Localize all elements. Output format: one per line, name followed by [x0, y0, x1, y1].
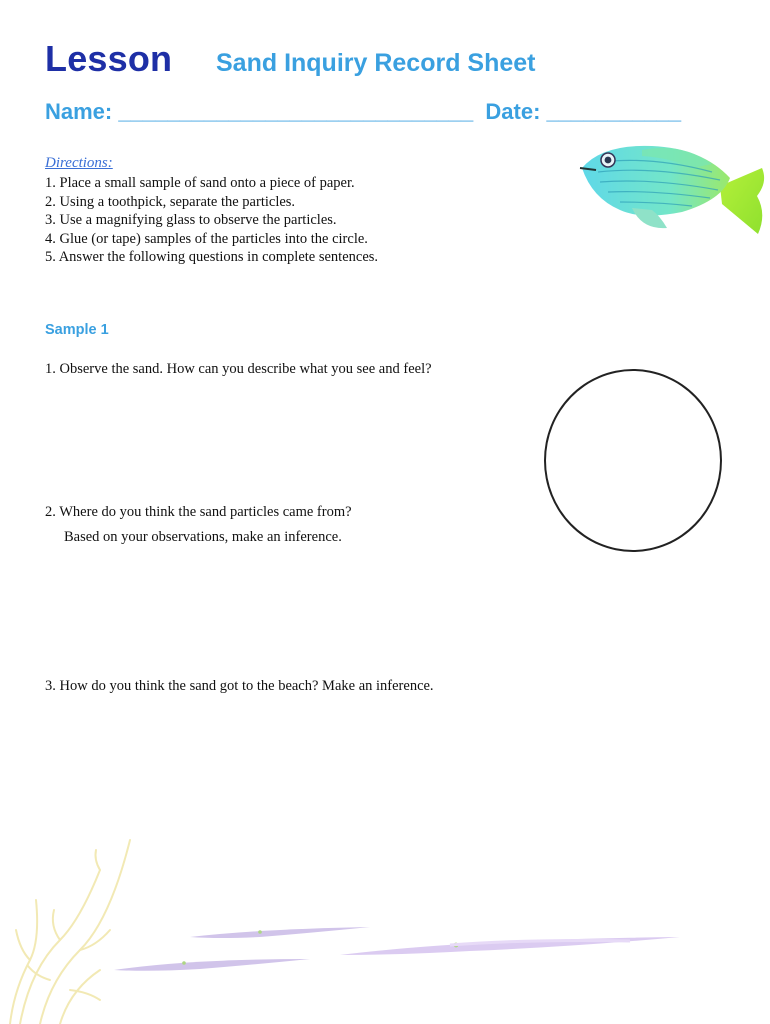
- sample-circle: [544, 369, 722, 552]
- needlefish-decoration: [110, 915, 690, 975]
- question-2: 2. Where do you think the sand particles came from?: [45, 504, 352, 520]
- question-3: 3. How do you think the sand got to the beach? Make an inference.: [45, 678, 434, 694]
- fish-illustration: [572, 138, 770, 238]
- directions-list: [45, 174, 378, 267]
- direction-item: 1. Place a small sample of sand onto a piece of paper.: [45, 175, 355, 191]
- question-2-continued: Based on your observations, make an inference.: [64, 529, 342, 545]
- direction-item: 4. Glue (or tape) samples of the particles into the circle.: [45, 230, 368, 247]
- direction-item: 2. Using a toothpick, separate the particles.: [45, 193, 296, 210]
- direction-item: 3. Use a magnifying glass to observe the particles.: [45, 212, 337, 229]
- page-title: Sand Inquiry Record Sheet: [216, 49, 536, 77]
- name-date-line: Name: _____________________________ Date: ___________: [45, 99, 682, 124]
- question-1: 1. Observe the sand. How can you describe what you see and feel?: [45, 361, 432, 377]
- sample-heading: Sample 1: [45, 322, 109, 338]
- directions-heading: Directions:: [45, 155, 113, 171]
- lesson-label: Lesson: [45, 38, 173, 79]
- direction-item: 5. Answer the following questions in complete sentences.: [45, 249, 379, 266]
